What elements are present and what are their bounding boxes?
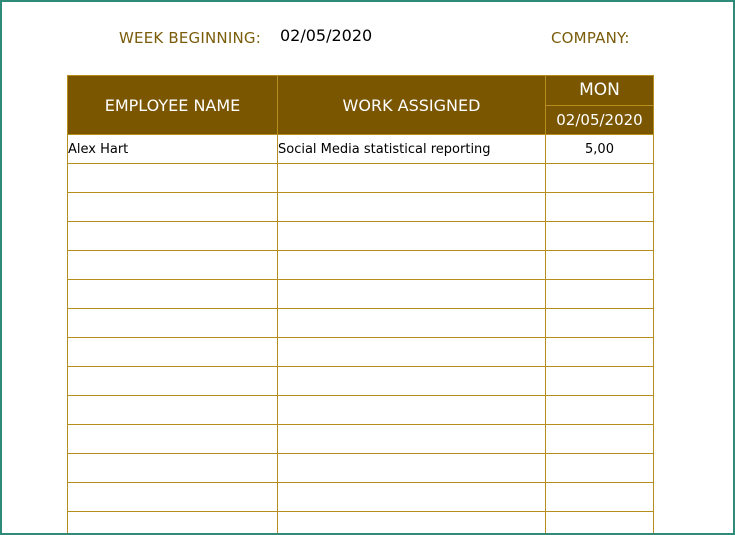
table-row [68, 280, 654, 309]
work-assigned-cell[interactable] [278, 483, 546, 512]
table-row [68, 425, 654, 454]
monday-hours-cell[interactable] [546, 483, 654, 512]
monday-hours-cell[interactable] [546, 309, 654, 338]
monday-hours-cell[interactable] [546, 367, 654, 396]
week-beginning-value[interactable]: 02/05/2020 [280, 26, 373, 45]
work-assigned-cell[interactable] [278, 164, 546, 193]
monday-hours-cell[interactable] [546, 338, 654, 367]
table-row [68, 222, 654, 251]
employee-name-cell[interactable] [68, 280, 278, 309]
table-row [68, 164, 654, 193]
employee-name-cell[interactable] [68, 512, 278, 535]
monday-header: MON [546, 76, 654, 106]
table-row [68, 367, 654, 396]
employee-name-cell[interactable]: Alex Hart [68, 135, 278, 164]
work-assigned-cell[interactable] [278, 193, 546, 222]
work-assigned-cell[interactable] [278, 222, 546, 251]
employee-name-cell[interactable] [68, 338, 278, 367]
work-assigned-cell[interactable] [278, 251, 546, 280]
monday-hours-cell[interactable] [546, 193, 654, 222]
monday-hours-cell[interactable] [546, 425, 654, 454]
employee-name-cell[interactable] [68, 454, 278, 483]
employee-name-cell[interactable] [68, 251, 278, 280]
table-row [68, 454, 654, 483]
monday-hours-cell[interactable] [546, 396, 654, 425]
work-assigned-cell[interactable] [278, 454, 546, 483]
work-assigned-cell[interactable]: Social Media statistical reporting [278, 135, 546, 164]
employee-name-cell[interactable] [68, 483, 278, 512]
work-assigned-header: WORK ASSIGNED [278, 76, 546, 135]
table-row [68, 338, 654, 367]
monday-hours-cell[interactable] [546, 251, 654, 280]
work-assigned-cell[interactable] [278, 309, 546, 338]
work-assigned-cell[interactable] [278, 512, 546, 535]
monday-date-header: 02/05/2020 [546, 105, 654, 135]
monday-hours-cell[interactable] [546, 280, 654, 309]
table-row [68, 512, 654, 535]
monday-hours-cell[interactable] [546, 222, 654, 251]
employee-name-cell[interactable] [68, 309, 278, 338]
employee-name-cell[interactable] [68, 367, 278, 396]
company-label: COMPANY: [551, 29, 630, 47]
week-beginning-label: WEEK BEGINNING: [119, 29, 261, 47]
work-assigned-cell[interactable] [278, 425, 546, 454]
employee-name-header: EMPLOYEE NAME [68, 76, 278, 135]
work-assigned-cell[interactable] [278, 280, 546, 309]
work-assigned-cell[interactable] [278, 338, 546, 367]
table-row [68, 396, 654, 425]
timesheet-table [67, 75, 654, 535]
table-row [68, 193, 654, 222]
work-assigned-cell[interactable] [278, 396, 546, 425]
monday-hours-cell[interactable] [546, 512, 654, 535]
table-row [68, 135, 654, 164]
monday-hours-cell[interactable] [546, 164, 654, 193]
employee-name-cell[interactable] [68, 425, 278, 454]
table-row [68, 309, 654, 338]
monday-hours-cell[interactable]: 5,00 [546, 135, 654, 164]
employee-name-cell[interactable] [68, 193, 278, 222]
monday-hours-cell[interactable] [546, 454, 654, 483]
employee-name-cell[interactable] [68, 164, 278, 193]
employee-name-cell[interactable] [68, 396, 278, 425]
table-row [68, 483, 654, 512]
table-row [68, 251, 654, 280]
employee-name-cell[interactable] [68, 222, 278, 251]
work-assigned-cell[interactable] [278, 367, 546, 396]
